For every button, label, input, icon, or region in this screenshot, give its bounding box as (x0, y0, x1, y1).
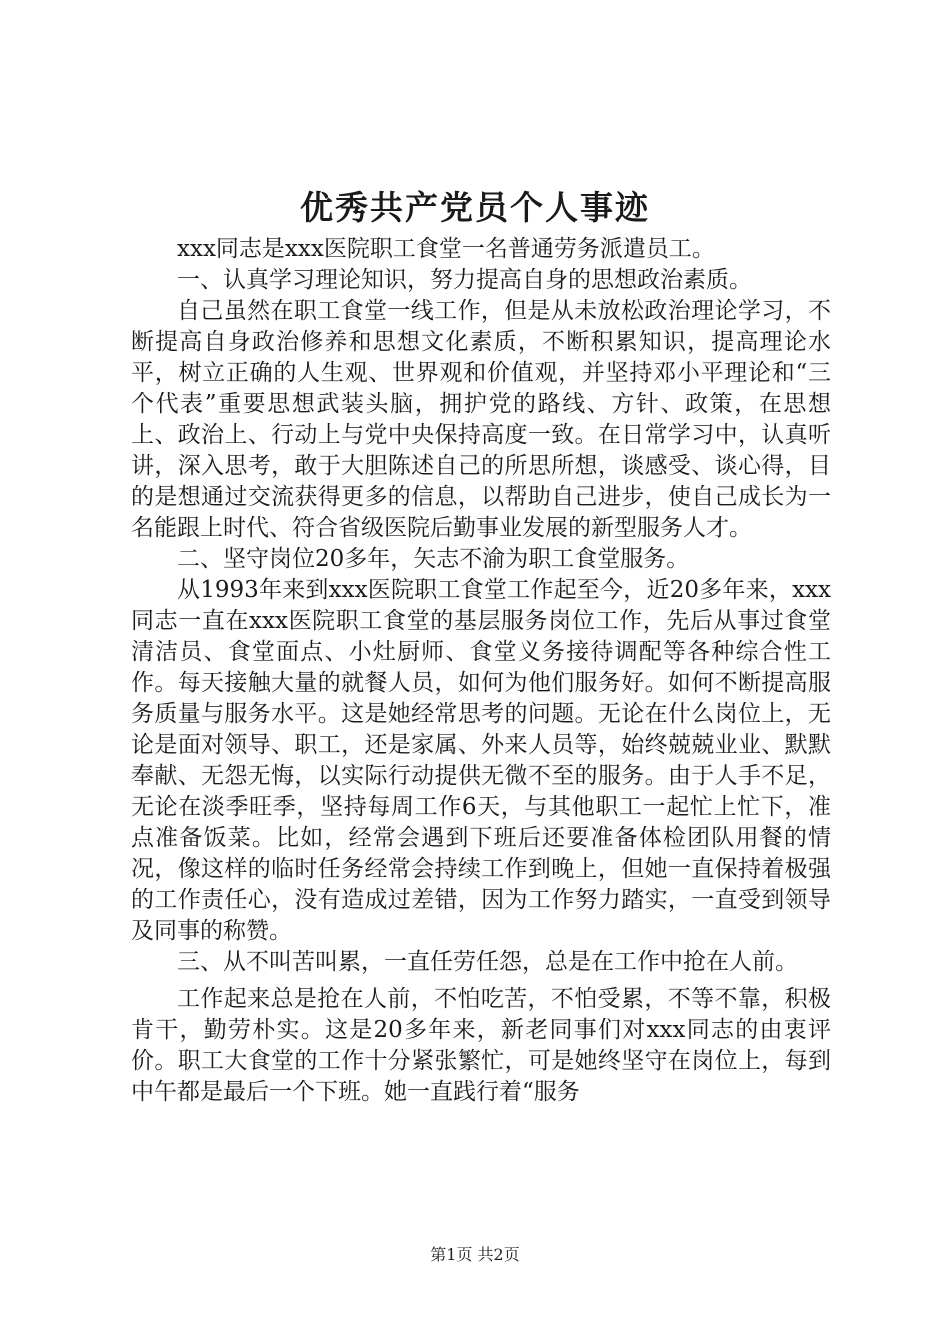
section-heading-3: 三、从不叫苦叫累，一直任劳任怨，总是在工作中抢在人前。 (177, 949, 798, 975)
page-footer: 第1页 共2页 (430, 1245, 520, 1264)
document-body (131, 234, 831, 1108)
section-paragraph-2: 从1993年来到xxx医院职工食堂工作起至今，近20多年来，xxx同志一直在xxx医院职工食堂的基层服务岗位工作，先后从事过食堂清洁员、食堂面点、小灶厨师、食堂义务接待调配等各种综合性工作。每天接触大量的就餐人员，如何为他们服务好。如何不断提高服务质量与服务水平。这是她经常思考的问题。无论在什么岗位上，无论是面对领导、职工，还是家属、外来人员等，始终兢兢业业、默默奉献、无怨无悔，以实际行动提供无微不至的服务。由于人手不足，无论在淡季旺季，坚持每周工作6天，与其他职工一起忙上忙下，准点准备饭菜。比如，经常会遇到下班后还要准备体检团队用餐的情况，像这样的临时任务经常会持续工作到晚上，但她一直保持着极强的工作责任心，没有造成过差错，因为工作努力踏实，一直受到领导及同事的称赞。 (131, 577, 831, 944)
section-heading-2: 二、坚守岗位20多年，矢志不渝为职工食堂服务。 (177, 546, 690, 572)
section-paragraph-1: 自己虽然在职工食堂一线工作，但是从未放松政治理论学习，不断提高自身政治修养和思想文化素质，不断积累知识，提高理论水平，树立正确的人生观、世界观和价值观，并坚持邓小平理论和“三个代表”重要思想武装头脑，拥护党的路线、方针、政策，在思想上、政治上、行动上与党中央保持高度一致。在日常学习中，认真听讲，深入思考，敢于大胆陈述自己的所思所想，谈感受、谈心得，目的是想通过交流获得更多的信息，以帮助自己进步，使自己成长为一名能跟上时代、符合省级医院后勤事业发展的新型服务人才。 (131, 298, 831, 541)
section-paragraph-3: 工作起来总是抢在人前，不怕吃苦，不怕受累，不等不靠，积极肯干，勤劳朴实。这是20多年来，新老同事们对xxx同志的由衷评价。职工大食堂的工作十分紧张繁忙，可是她终坚守在岗位上，每到中午都是最后一个下班。她一直践行着“服务 (131, 986, 831, 1105)
section-heading-1: 一、认真学习理论知识，努力提高自身的思想政治素质。 (177, 267, 752, 293)
intro-paragraph: xxx同志是xxx医院职工食堂一名普通劳务派遣员工。 (177, 236, 715, 262)
document-title: 优秀共产党员个人事迹 (300, 188, 650, 227)
